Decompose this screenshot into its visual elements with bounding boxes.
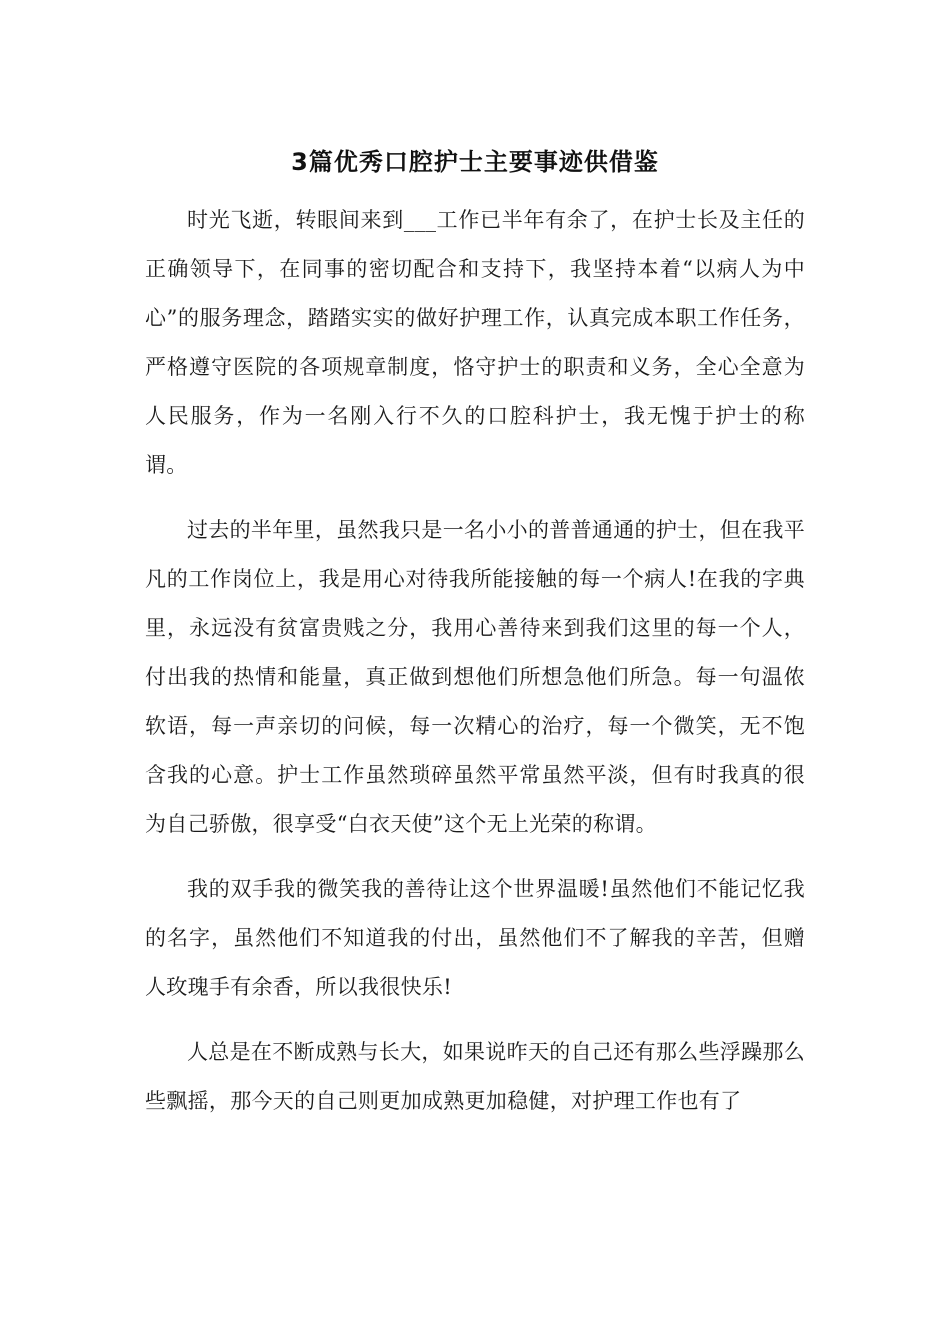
paragraph-4: 人总是在不断成熟与长大，如果说昨天的自己还有那么些浮躁那么些飘摇，那今天的自己则更加成熟更加稳健，对护理工作也有了 xyxy=(145,1040,805,1113)
paragraph-3: 我的双手我的微笑我的善待让这个世界温暖!虽然他们不能记忆我的名字，虽然他们不知道我的付出，虽然他们不了解我的辛苦，但赠人玫瑰手有余香，所以我很快乐! xyxy=(145,877,805,999)
document-title: 3篇优秀口腔护士主要事迹供借鉴 xyxy=(291,148,659,176)
paragraph-1: 时光飞逝，转眼间来到___工作已半年有余了，在护士长及主任的正确领导下，在同事的密切配合和支持下，我坚持本着“以病人为中心”的服务理念，踏踏实实的做好护理工作，认真完成本职工作任务，严格遵守医院的各项规章制度，恪守护士的职责和义务，全心全意为人民服务，作为一名刚入行不久的口腔科护士，我无愧于护士的称谓。 xyxy=(145,208,805,477)
document-body xyxy=(145,196,805,1142)
paragraph-2: 过去的半年里，虽然我只是一名小小的普普通通的护士，但在我平凡的工作岗位上，我是用心对待我所能接触的每一个病人!在我的字典里，永远没有贫富贵贱之分，我用心善待来到我们这里的每一个人，付出我的热情和能量，真正做到想他们所想急他们所急。每一句温侬软语，每一声亲切的问候，每一次精心的治疗，每一个微笑，无不饱含我的心意。护士工作虽然琐碎虽然平常虽然平淡，但有时我真的很为自己骄傲，很享受“白衣天使”这个无上光荣的称谓。 xyxy=(145,518,805,836)
